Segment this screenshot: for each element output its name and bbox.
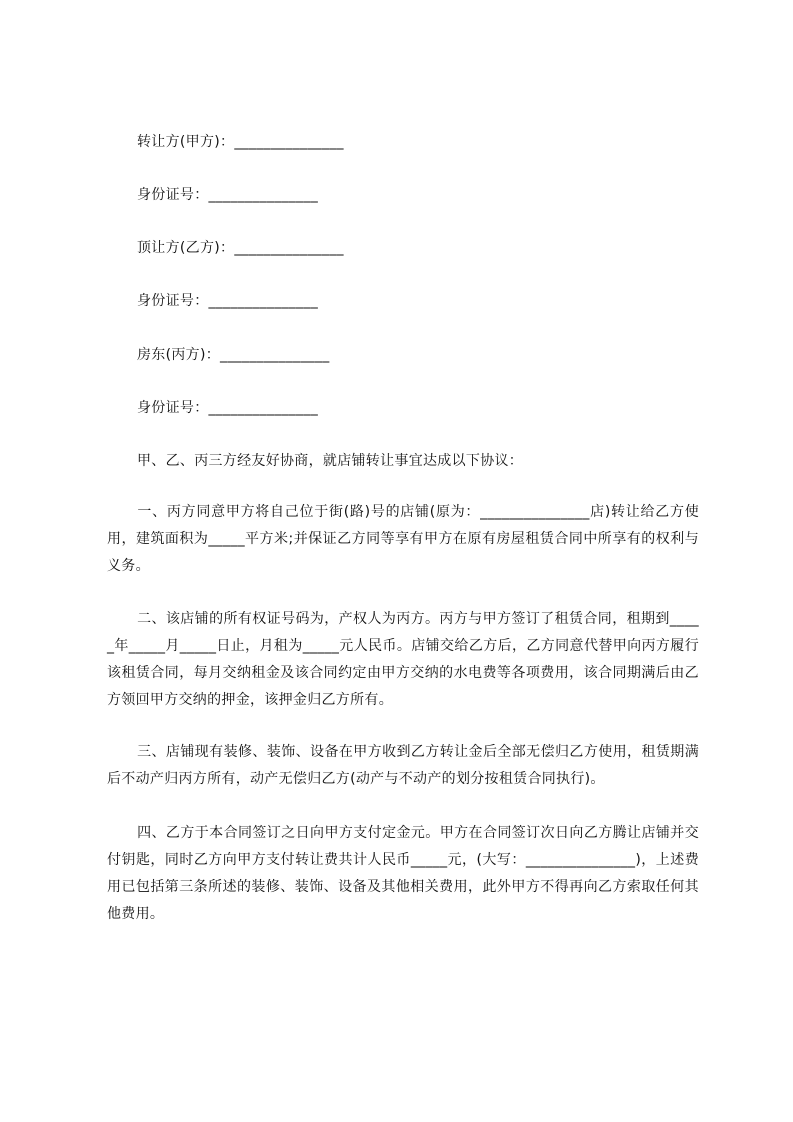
clause-3-text: 三、店铺现有装修、装饰、设备在甲方收到乙方转让金后全部无偿归乙方使用，租赁期满后不动产归丙方所有，动产无偿归乙方(动产与不动产的划分按租赁合同执行)。 xyxy=(107,744,699,787)
transferor-blank: _______________ xyxy=(234,134,344,150)
landlord-label: 房东(丙方)： xyxy=(137,347,221,363)
transferee-label: 顶让方(乙方)： xyxy=(137,240,235,256)
transferor-id-field xyxy=(137,186,318,204)
clause-3 xyxy=(107,739,699,793)
landlord-id-field xyxy=(137,399,318,417)
transferor-id-blank: _______________ xyxy=(208,187,318,203)
transferor-field xyxy=(137,133,344,151)
landlord-id-label: 身份证号： xyxy=(137,400,209,416)
landlord-blank: _______________ xyxy=(220,347,330,363)
transferor-id-label: 身份证号： xyxy=(137,187,209,203)
clause-2 xyxy=(107,606,699,714)
transferor-label: 转让方(甲方)： xyxy=(137,134,235,150)
transferee-blank: _______________ xyxy=(234,240,344,256)
transferee-id-blank: _______________ xyxy=(208,293,318,309)
clause-4 xyxy=(107,820,699,928)
clause-1 xyxy=(107,499,699,580)
transferee-field xyxy=(137,239,344,257)
clause-4-text: 四、乙方于本合同签订之日向甲方支付定金元。甲方在合同签订次日向乙方腾让店铺并交付钥匙，同时乙方向甲方支付转让费共计人民币_____元，(大写：_______________)，上述费用已包括第三条所述的装修、装饰、设备及其他相关费用，此外甲方不得再向乙方索取任何其他费用。 xyxy=(107,825,699,922)
clause-2-text: 二、该店铺的所有权证号码为，产权人为丙方。丙方与甲方签订了租赁合同，租期到_____年_____月_____日止，月租为_____元人民币。店铺交给乙方后，乙方同意代替甲向丙方履行该租赁合同，每月交纳租金及该合同约定由甲方交纳的水电费等各项费用，该合同期满后由乙方领回甲方交纳的押金，该押金归乙方所有。 xyxy=(107,611,699,708)
intro-text: 甲、乙、丙三方经友好协商，就店铺转让事宜达成以下协议： xyxy=(137,453,524,469)
clause-1-text: 一、丙方同意甲方将自己位于街(路)号的店铺(原为：_______________店)转让给乙方使用，建筑面积为_____平方米;并保证乙方同等享有甲方在原有房屋租赁合同中所享有的权利与义务。 xyxy=(107,504,699,574)
landlord-field xyxy=(137,346,330,364)
landlord-id-blank: _______________ xyxy=(208,400,318,416)
transferee-id-label: 身份证号： xyxy=(137,293,209,309)
transferee-id-field xyxy=(137,292,318,310)
